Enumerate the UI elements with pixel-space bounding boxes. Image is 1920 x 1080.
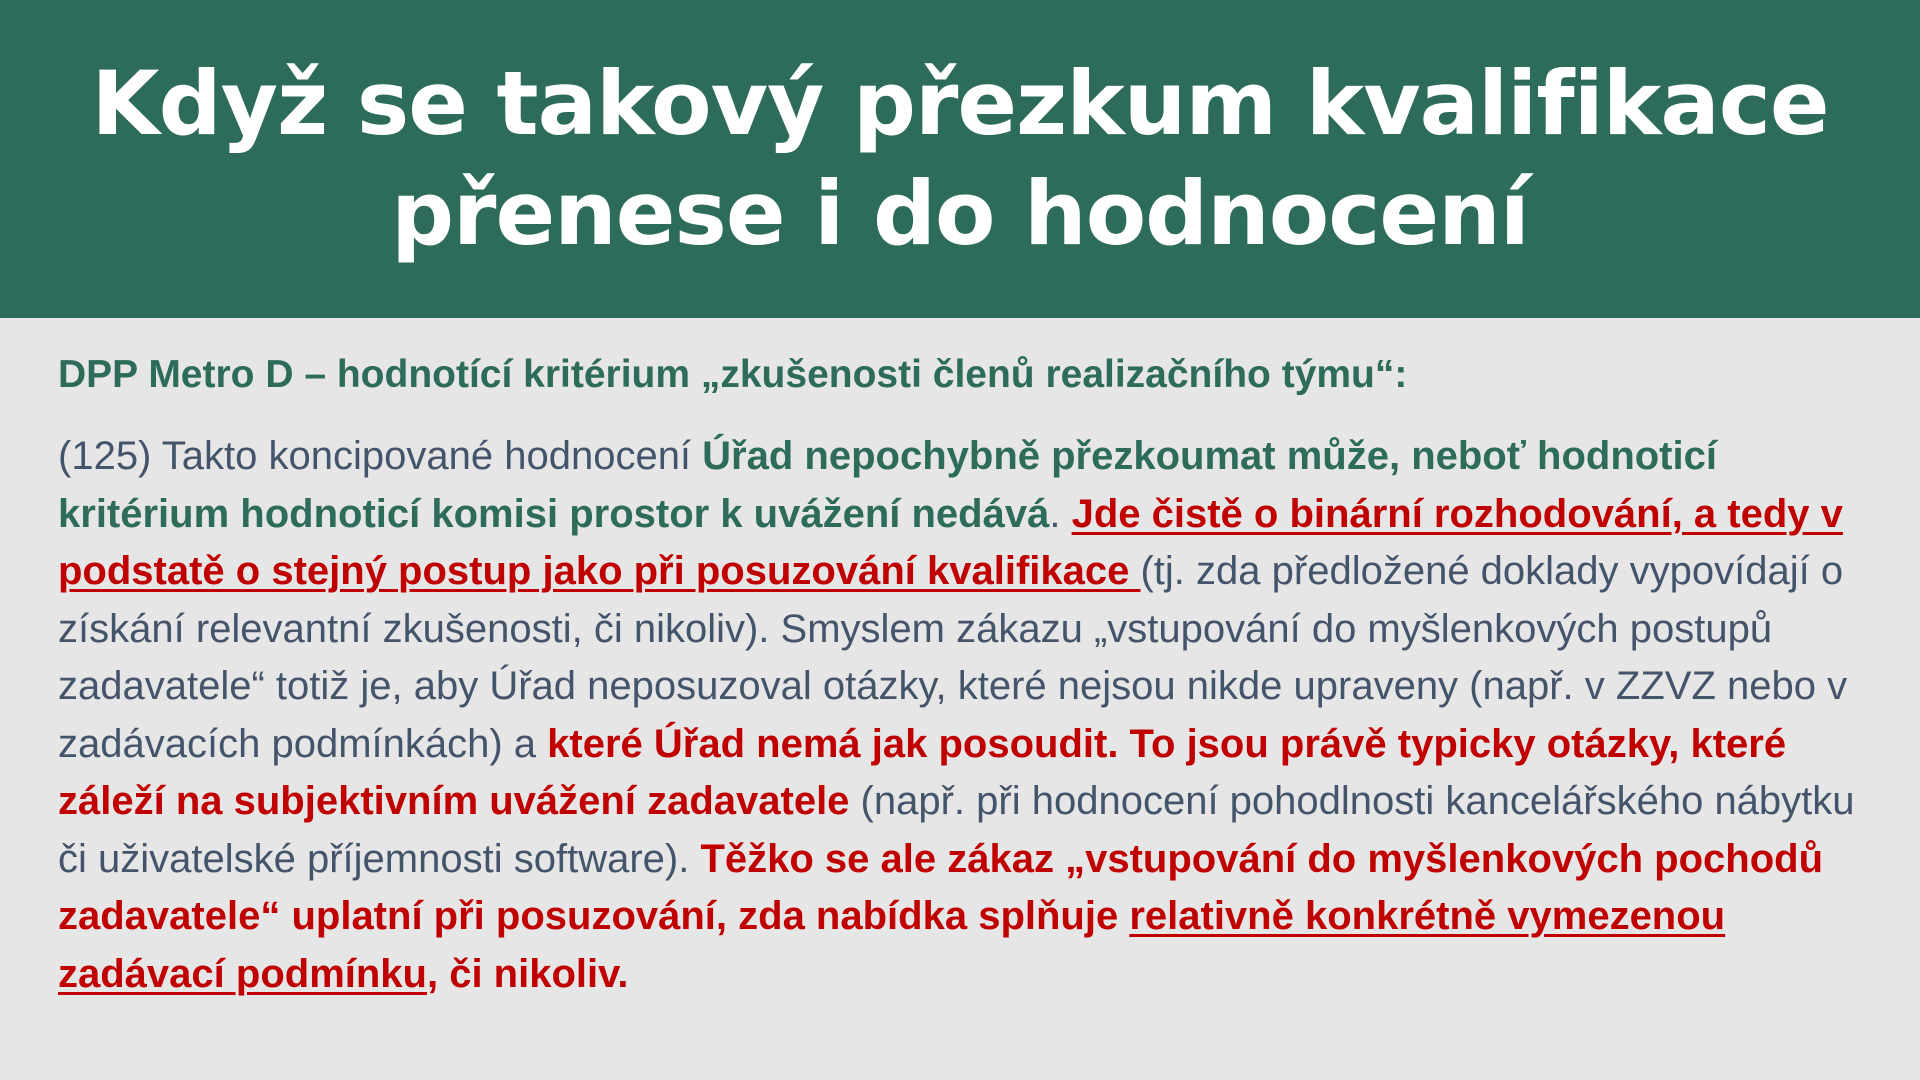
title-line-2: přenese i do hodnocení [391, 162, 1529, 265]
text-red-underlined-condition: relativně konkrétně vymezenou zadávací podmínku [58, 894, 1726, 996]
slide-body [58, 348, 1868, 1003]
title-banner [0, 0, 1920, 318]
text-red-ending: , či nikoliv. [426, 951, 629, 996]
text-red-underlined-emphasis: Jde čistě o binární rozhodování, a tedy v podstatě o stejný postup jako při posuzování kvalifikace [58, 491, 1843, 593]
text-red-emphasis-2: Těžko se ale zákaz „vstupování do myšlenkových pochodů zadavatele“ uplatní při posuzování, zda nabídka splňuje [58, 836, 1824, 938]
text-green-emphasis: Úřad nepochybně přezkoumat může, neboť hodnoticí kritérium hodnoticí komisi prostor k uvážení nedává [58, 434, 1717, 536]
text-plain-explanation: (tj. zda předložené doklady vypovídají o získání relevantní zkušenosti, či nikoliv). Smyslem zákazu „vstupování do myšlenkových postupů zadavatele“ totiž je, aby Úřad neposuzoval otázky, které nejsou nikde upraveny (např. v ZZVZ nebo v zadávacích podmínkách) a [58, 549, 1848, 766]
case-subheading: DPP Metro D – hodnotící kritérium „zkušenosti členů realizačního týmu“: [58, 353, 1408, 396]
title-line-1: Když se takový přezkum kvalifikace [91, 52, 1829, 155]
text-plain-example: (např. při hodnocení pohodlnosti kancelářského nábytku či uživatelské příjemnosti software). [58, 779, 1855, 881]
text-red-emphasis-1: které Úřad nemá jak posoudit. To jsou právě typicky otázky, které záleží na subjektivním uvážení zadavatele [58, 721, 1787, 823]
text-plain-period: . [1049, 491, 1072, 536]
quoted-paragraph [58, 428, 1868, 1003]
slide-title [91, 49, 1828, 269]
text-plain-intro: (125) Takto koncipované hodnocení [58, 434, 703, 478]
